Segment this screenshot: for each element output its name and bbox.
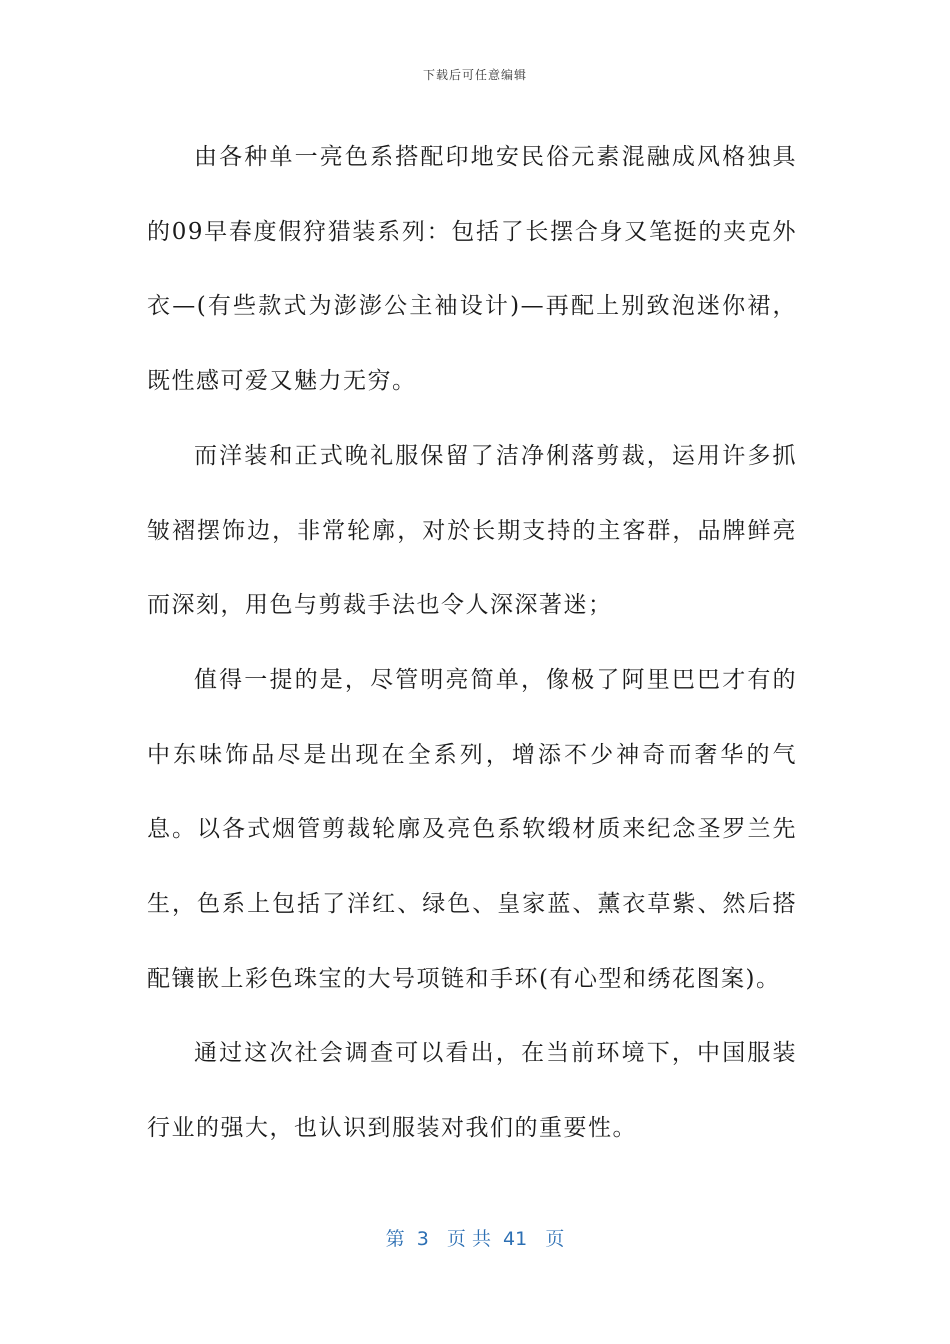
paragraph-1: 由各种单一亮色系搭配印地安民俗元素混融成风格独具的09早春度假狩猎装系列：包括了长摆合身又笔挺的夹克外衣—(有些款式为澎澎公主袖设计)—再配上别致泡迷你裙，既性感可爱又魅力无穷。 (147, 144, 797, 395)
paragraph-3: 值得一提的是，尽管明亮简单，像极了阿里巴巴才有的中东味饰品尽是出现在全系列，增添不少神奇而奢华的气息。以各式烟管剪裁轮廓及亮色系软缎材质来纪念圣罗兰先生，色系上包括了洋红、绿色、皇家蓝、薰衣草紫、然后搭配镶嵌上彩色珠宝的大号项链和手环(有心型和绣花图案)。 (147, 666, 797, 992)
document-body (147, 120, 797, 1166)
page-header: 下载后可任意编辑 (422, 68, 527, 82)
page-number-footer: 第 3 页 共 41 页 (385, 1228, 565, 1250)
paragraph-4: 通过这次社会调查可以看出，在当前环境下，中国服装行业的强大，也认识到服装对我们的重要性。 (147, 1040, 797, 1142)
paragraph-2: 而洋装和正式晚礼服保留了洁净俐落剪裁，运用许多抓皱褶摆饰边，非常轮廓，对於长期支持的主客群，品牌鲜亮而深刻，用色与剪裁手法也令人深深著迷； (147, 442, 797, 619)
